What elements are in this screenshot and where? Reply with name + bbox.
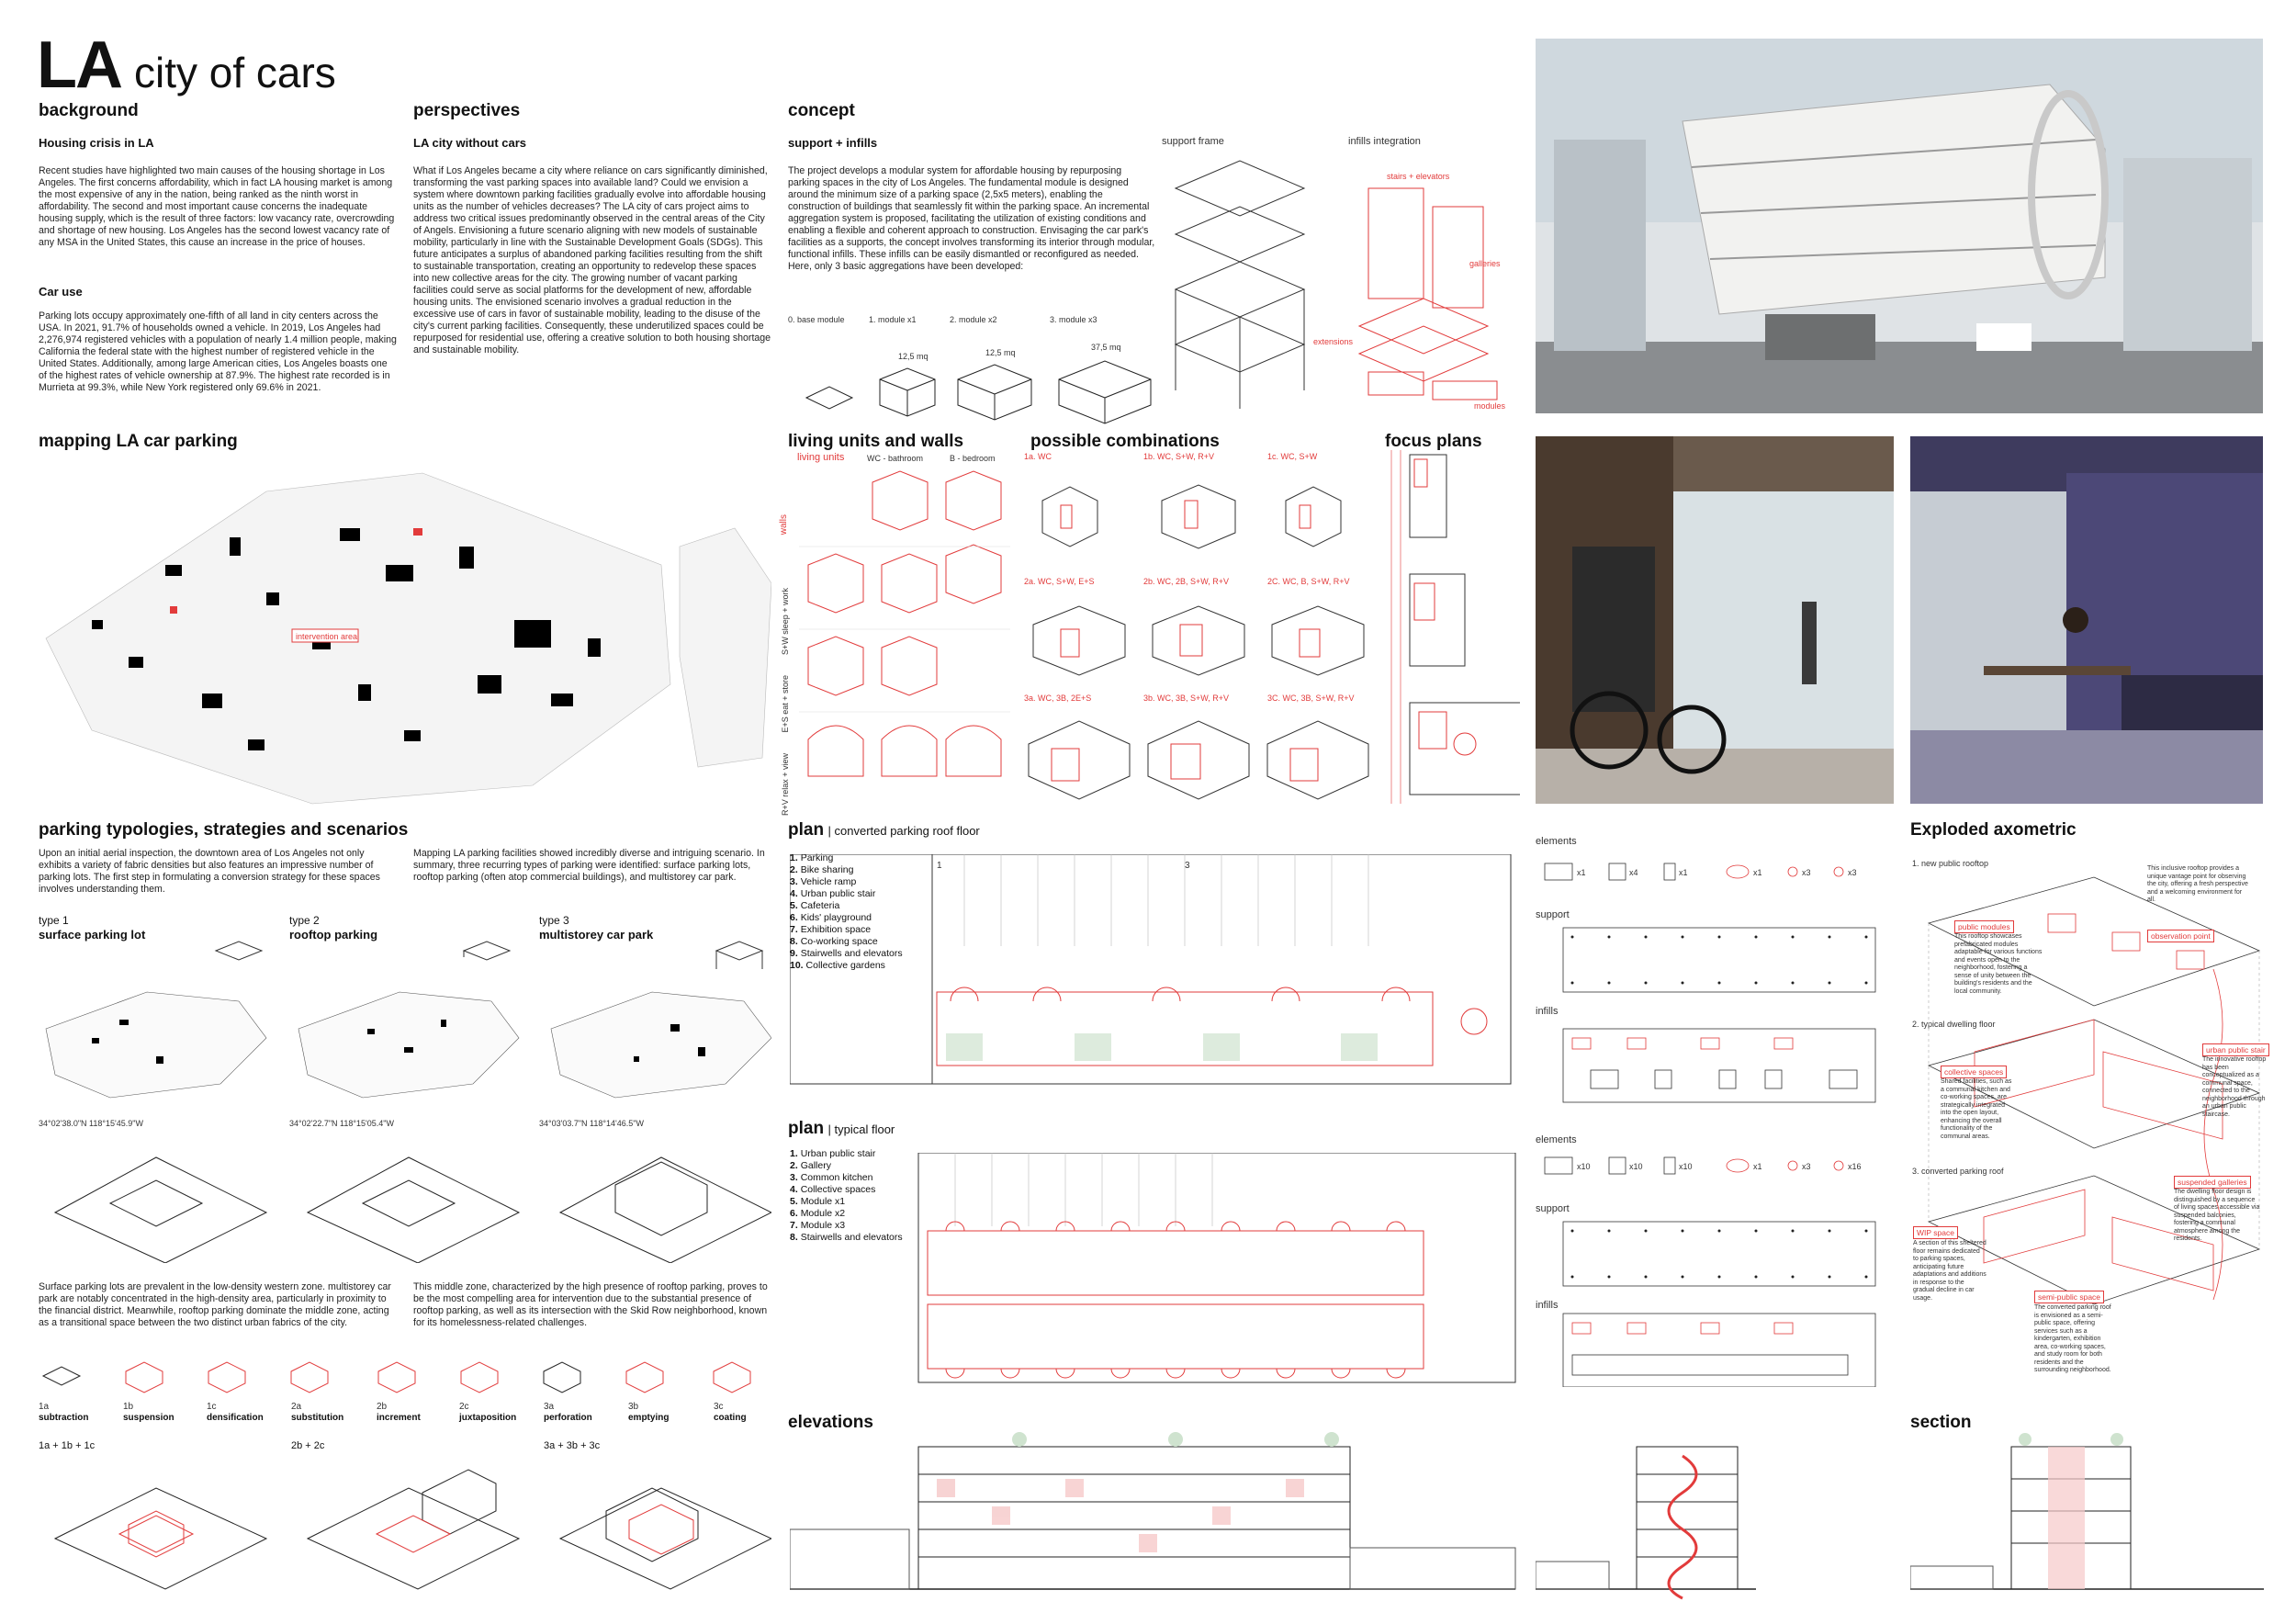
strategy-3b-code: 3b [628,1402,639,1412]
living-units-drawing [799,464,1010,804]
el1-count-d: x1 [1753,868,1762,877]
combinations-drawing [1024,450,1373,804]
type-2-coord: 34°02'22.7"N 118°15'05.4"W [289,1119,394,1128]
strategy-3c-code: 3c [714,1402,724,1412]
legend-typ-5: 5. Module x1 [790,1196,846,1207]
combination-3c: 3C. WC, 3B, S+W, R+V [1267,694,1355,703]
el1-count-c: x1 [1679,868,1688,877]
legend-roof-9: 9. Stairwells and elevators [790,948,903,959]
strategy-1a-code: 1a [39,1402,50,1412]
combo-2: 2b + 2c [291,1440,325,1451]
elements-panel [1536,836,1894,1387]
legend-typ-7-label: Module x3 [800,1220,846,1231]
tag-semi-public-space: semi-public space [2034,1291,2104,1303]
wc-label: WC - bathroom [867,454,924,463]
plan-roof-title [788,820,980,840]
page-title [37,28,336,103]
el1-count-e: x3 [1802,868,1811,877]
support-frame-label: support frame [1162,136,1224,147]
typologies-text-4: This middle zone, characterized by the high presence of rooftop parking, proves to be the most compelling area for intervention due to the substantial presence of rooftop parking, as well as its intersection with the Skid Row neighborhood, known for its homelessness-related challenges. [413,1281,768,1328]
level-1-label: 1. new public rooftop [1912,859,1989,868]
infills-integration-label: infills integration [1348,136,1421,147]
legend-roof-2-label: Bike sharing [800,864,854,875]
tag-collective-spaces: collective spaces [1941,1066,2007,1078]
typologies-heading: parking typologies, strategies and scenarios [39,820,409,840]
strategy-1a-name: subtraction [39,1413,89,1423]
focus-plans-heading: focus plans [1385,432,1482,451]
strategy-1b-code: 1b [123,1402,134,1412]
module-dim-1: 12,5 mq [898,352,929,361]
concept-heading: concept [788,101,855,120]
strategy-2c-code: 2c [459,1402,469,1412]
note-stair: The innovative rooftop has been conceptualized as a communal space, connected to the neighborhood through an urban public staircase. [2202,1056,2267,1118]
module-label-3: 3. module x3 [1050,315,1097,324]
hero-render-image [1536,39,2263,413]
background-heading: background [39,101,139,120]
legend-roof-5-label: Cafeteria [800,900,840,911]
note-public-modules: This rooftop showcases prefabricated modules adaptable for various functions and events open to the neighborhood, fostering a sense of unity between the building's residents and the local community. [1954,933,2043,995]
legend-typ-7: 7. Module x3 [790,1220,846,1231]
strategies-row [39,1358,773,1440]
combo-3: 3a + 3b + 3c [544,1440,601,1451]
typologies-text-3: Surface parking lots are prevalent in the low-density western zone. multistorey car park are notably concentrated in the high-density area, particularly in proximity to the financial district. Meanwhile, rooftop parking dominate the middle zone, acting as a transitional space between the two distinct urban fabrics of the city. [39,1281,391,1328]
combination-2c: 2C. WC, B, S+W, R+V [1267,577,1350,586]
wall-row-es: E+S eat + store [781,675,790,733]
legend-roof-4-label: Urban public stair [800,888,876,899]
strategy-2a-name: substitution [291,1413,344,1423]
plan-typical-heading: plan [788,1119,825,1138]
strategy-2c-name: juxtaposition [459,1413,517,1423]
legend-typ-1: 1. Urban public stair [790,1148,876,1159]
tag-stairs: stairs + elevators [1387,172,1450,181]
typologies-text-2: Mapping LA parking facilities showed incredibly diverse and intriguing scenario. In summary, three recurring types of parking were identified: surface parking lots, rooftop parking (often atop commercial buildings), and multistorey car park. [413,848,765,883]
legend-roof-2: 2. Bike sharing [790,864,854,875]
interior-render-2 [1910,436,2263,804]
combination-1c: 1c. WC, S+W [1267,452,1318,461]
strategy-3b-name: emptying [628,1413,670,1423]
exploded-heading: Exploded axometric [1910,820,2077,840]
wall-row-rv: R+V relax + view [781,753,790,817]
legend-typ-3: 3. Common kitchen [790,1172,873,1183]
plan-roof-drawing [790,854,1525,1102]
tag-observation-point: observation point [2147,930,2214,942]
support-label-1: support [1536,909,1570,920]
infills-label-1: infills [1536,1006,1559,1017]
legend-roof-1: 1. Parking [790,852,834,863]
legend-roof-3: 3. Vehicle ramp [790,876,857,887]
elements-panel-drawing [1536,836,1894,1387]
walls-label: walls [779,514,789,536]
module-label-1: 1. module x1 [869,315,917,324]
el2-count-c: x10 [1679,1162,1693,1171]
focus-plans-drawing [1382,450,1520,804]
plan-typical-title [788,1119,895,1139]
note-galleries: The dwelling floor design is distinguished by a sequence of living spaces accessible via suspended balconies, fostering a communal atmosphere among the residents. [2174,1189,2260,1242]
legend-typ-2-label: Gallery [800,1160,831,1171]
title-sub: city of cars [133,49,336,96]
perspectives-heading: perspectives [413,101,521,120]
legend-typ-3-label: Common kitchen [800,1172,873,1183]
perspectives-text: What if Los Angeles became a city where reliance on cars significantly diminished, transforming the vast parking spaces into available land? Could we envision a system where downtown parking facilities gradually evolve into affordable housing units as the number of vehicles decreases? The LA city of cars project aims to address two critical issues predominantly observed in the central areas of the City of Angels. Envisioning a future scenario aligning with new models of sustainable mobility, particularly in line with the Sustainable Development Goals (SDGs). This future anticipates a surplus of abandoned parking facilities resulting from the shift to sustainable transportation, creating an opportunity to redevelop these spaces into new collective areas for the city. The growing number of vacant parking facilities could serve as social platforms for the development of new, affordable housing units. The envisioned scenario involves a gradual reduction in the excessive use of cars in favor of sustainable mobility, leading to the disuse of the city's current parking facilities. Consequently, these underutilized spaces could be repurposed for residential use, offering a creative solution to both housing shortage and sustainable mobility. [413,165,771,355]
strategy-1c-code: 1c [207,1402,217,1412]
car-use-text: Parking lots occupy approximately one-fifth of all land in city centers across the USA. In 2021, 91.7% of households owned a vehicle. In 2019, Los Angeles had 2,276,974 registered vehicles with a population of nearly 1.4 million people, making California the federal state with the highest number of registered vehicle in the United States. Additionally, among large American cities, Los Angeles boasts one of the highest rates of vehicle ownership at 87.9%. The highest rate recorded is in Murrieta at 99.3%, while New York registered only 69.6% in 2021. [39,310,397,393]
infills-label-2: infills [1536,1300,1559,1311]
combination-1b: 1b. WC, S+W, R+V [1143,452,1215,461]
city-without-cars-heading: LA city without cars [413,136,527,150]
strategy-2b-name: increment [377,1413,421,1423]
legend-typ-6-label: Module x2 [800,1208,846,1219]
intervention-area-tag: intervention area [296,632,358,641]
legend-roof-7-label: Exhibition space [800,924,872,935]
note-rooftop: This inclusive rooftop provides a unique vantage point for observing the city, offering a fresh perspective and a welcoming environment for all. [2147,865,2248,903]
el2-count-a: x10 [1577,1162,1591,1171]
strategy-3c-name: coating [714,1413,747,1423]
legend-typ-1-label: Urban public stair [800,1148,876,1159]
strategy-2a-code: 2a [291,1402,302,1412]
section-drawing [1910,1428,2264,1607]
legend-roof-3-label: Vehicle ramp [800,876,857,887]
type-1-coord: 34°02'38.0"N 118°15'45.9"W [39,1119,143,1128]
strategy-icons [39,1358,773,1394]
type-3-label: type 3 [539,914,569,927]
elements-label-1: elements [1536,836,1577,847]
type-3-coord: 34°03'03.7"N 118°14'46.5"W [539,1119,644,1128]
typologies-text-1: Upon an initial aerial inspection, the downtown area of Los Angeles not only exhibits a variety of fabric densities but also features an impressive number of parking lots. The first step in formulating a conversion strategy for these spaces involves understanding them. [39,848,380,895]
tag-public-modules: public modules [1954,920,2014,933]
car-use-heading: Car use [39,285,83,299]
interior-render-1 [1536,436,1894,804]
title-main: LA [37,28,121,102]
strategy-1c-name: densification [207,1413,264,1423]
strategy-3a-name: perforation [544,1413,592,1423]
combination-3a: 3a. WC, 3B, 2E+S [1024,694,1092,703]
level-2-label: 2. typical dwelling floor [1912,1020,1996,1029]
type-2-name: rooftop parking [289,928,378,942]
living-units-heading: living units and walls [788,432,964,451]
mapping-heading: mapping LA car parking [39,432,238,451]
el2-count-d: x1 [1753,1162,1762,1171]
support-infill-axo [1157,152,1543,413]
note-collective: Shared facilities, such as a communal kitchen and co-working spaces, are strategically integrated into the open layout, enhancing the overall functionality of the communal areas. [1941,1078,2012,1140]
support-label-2: support [1536,1203,1570,1214]
legend-roof-8: 8. Co-working space [790,936,878,947]
tag-wip-space: WIP space [1913,1226,1958,1239]
el1-count-f: x3 [1848,868,1857,877]
combination-3b: 3b. WC, 3B, S+W, R+V [1143,694,1230,703]
module-diagram [788,315,1155,425]
combo-1: 1a + 1b + 1c [39,1440,96,1451]
elevation-main [790,1428,1525,1607]
support-infills-heading: support + infills [788,136,878,150]
elevations-heading: elevations [788,1413,873,1432]
module-dim-2: 12,5 mq [985,348,1016,357]
tag-urban-public-stair: urban public stair [2202,1043,2269,1056]
level-3-label: 3. converted parking roof [1912,1167,2004,1176]
type-1-name: surface parking lot [39,928,146,942]
interior-render-2-image [1910,436,2263,804]
legend-typ-8-label: Stairwells and elevators [800,1232,903,1243]
module-label-0: 0. base module [788,315,845,324]
el2-count-e: x3 [1802,1162,1811,1171]
type-2-label: type 2 [289,914,320,927]
legend-roof-1-label: Parking [800,852,834,863]
el1-count-a: x1 [1577,868,1586,877]
housing-crisis-heading: Housing crisis in LA [39,136,154,150]
el1-count-b: x4 [1629,868,1638,877]
wall-row-sw: S+W sleep + work [781,588,790,656]
section-heading: section [1910,1413,1972,1432]
el2-count-f: x16 [1848,1162,1862,1171]
elements-label-2: elements [1536,1134,1577,1145]
legend-roof-4: 4. Urban public stair [790,888,876,899]
b-label: B - bedroom [950,454,996,463]
legend-roof-9-label: Stairwells and elevators [800,948,903,959]
plan-roof-heading: plan [788,820,825,840]
tag-suspended-galleries: suspended galleries [2174,1176,2251,1189]
legend-roof-6: 6. Kids' playground [790,912,872,923]
legend-roof-5: 5. Cafeteria [790,900,840,911]
housing-crisis-text: Recent studies have highlighted two main causes of the housing shortage in Los Angeles. The first concerns affordability, which in fact LA housing market is among the most expensive of any in the nation, being ranked as the ninth worst in affordability. The second and most important cause concerns the inadequate housing supply, which is the result of three factors: low vacancy rate, overcrowding and shortage of new housing. Los Angeles has the second lowest vacancy rate of any MSA in the United States, this cause an increase in the price of houses. [39,165,395,248]
legend-typ-4: 4. Collective spaces [790,1184,876,1195]
combination-2a: 2a. WC, S+W, E+S [1024,577,1095,586]
note-semi-public: The converted parking roof is envisioned as a semi-public space, offering services such as a kindergarten, exhibition area, co-working spaces, and study room for both residents and the surrounding neighborhood. [2034,1304,2111,1373]
legend-roof-7: 7. Exhibition space [790,924,872,935]
concept-text: The project develops a modular system for affordable housing by repurposing parking spaces in the city of Los Angeles. The fundamental module is designed around the minimum size of a parking space (2,5x5 meters), enabling the construction of buildings that seamlessly fit within the parking space. An incremental aggregation system is proposed, facilitating the utilization of existing conditions and enabling a flexible and coherent approach to construction. Envisaging the car park's facilities as a supports, the concept involves transforming its interior through modular, functional infills. These infills can be easily dismantled or reconfigured as needed. Here, only 3 basic aggregations have been developed: [788,165,1155,272]
interior-render-1-image [1536,436,1894,804]
tag-modules: modules [1474,401,1506,411]
scenario-axonometrics [37,1456,771,1603]
legend-roof-6-label: Kids' playground [800,912,872,923]
elevation-side [1536,1428,1756,1607]
el2-count-b: x10 [1629,1162,1643,1171]
strategy-2b-code: 2b [377,1402,388,1412]
legend-typ-2: 2. Gallery [790,1160,831,1171]
legend-typ-4-label: Collective spaces [800,1184,876,1195]
type-1-label: type 1 [39,914,69,927]
tag-galleries: galleries [1469,259,1501,268]
typology-maps [37,937,771,1263]
hero-render [1536,39,2263,413]
strategy-3a-code: 3a [544,1402,555,1412]
plan-typical-subtitle: | typical floor [827,1122,895,1136]
legend-roof-10: 10. Collective gardens [790,960,885,971]
note-wip: A section of this sheltered floor remains dedicated to parking spaces, anticipating future adaptations and additions in response to the gradual decline in car usage. [1913,1240,1986,1302]
combination-2b: 2b. WC, 2B, S+W, R+V [1143,577,1230,586]
plan-roof-subtitle: | converted parking roof floor [827,824,980,838]
combinations-heading: possible combinations [1030,432,1220,451]
living-units-label: living units [797,452,845,463]
combinations-grid [1024,450,1373,804]
svg-text:1: 1 [937,861,942,871]
combination-1a: 1a. WC [1024,452,1052,461]
legend-roof-8-label: Co-working space [800,936,878,947]
legend-typ-5-label: Module x1 [800,1196,846,1207]
legend-typ-6: 6. Module x2 [790,1208,846,1219]
legend-roof-10-label: Collective gardens [805,960,885,971]
legend-typ-8: 8. Stairwells and elevators [790,1232,903,1243]
plan-typical-drawing [790,1153,1525,1387]
module-label-2: 2. module x2 [950,315,997,324]
svg-text:3: 3 [1185,861,1190,871]
strategy-1b-name: suspension [123,1413,174,1423]
type-3-name: multistorey car park [539,928,654,942]
tag-extensions: extensions [1313,337,1354,346]
module-dim-3: 37,5 mq [1091,343,1121,352]
mapping-map [37,455,771,822]
